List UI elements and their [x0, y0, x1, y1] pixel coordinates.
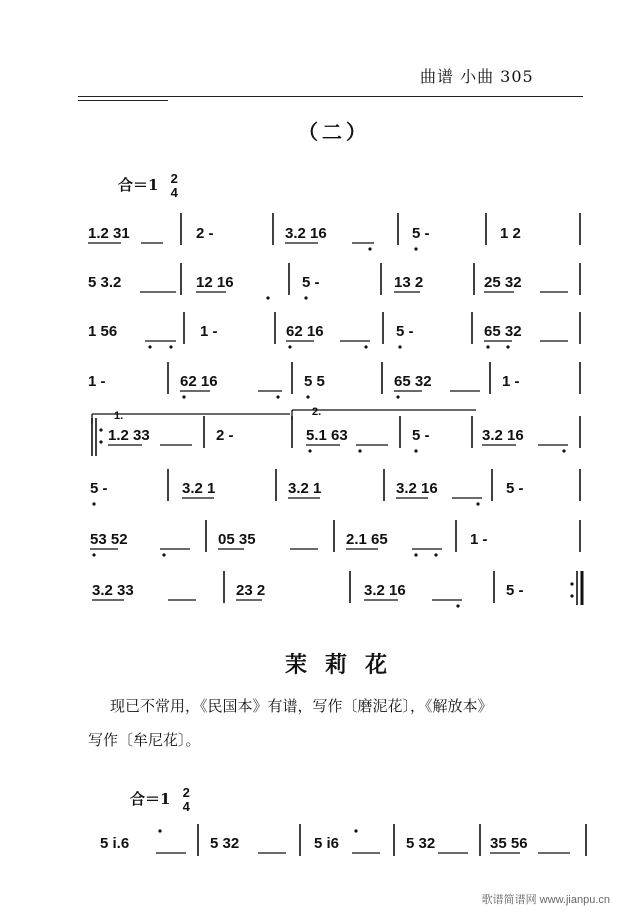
notation-line-7 — [90, 520, 580, 557]
note-group: 5 - — [506, 480, 524, 497]
note-group: 5 3.2 — [88, 274, 122, 291]
note-group: 2 - — [196, 225, 214, 242]
note-group: 2.1 65 — [346, 531, 388, 548]
note-group: 1 - — [502, 373, 520, 390]
note-group: 1 - — [470, 531, 488, 548]
notation-line-1 — [88, 213, 580, 251]
note-group: 5 - — [506, 582, 524, 599]
note-group: 1 56 — [88, 323, 118, 340]
notation-line-2 — [88, 263, 580, 300]
note-group: 1.2 33 — [108, 427, 150, 444]
note-group: 3.2 16 — [482, 427, 524, 444]
note-group: 65 32 — [394, 373, 432, 390]
key-label: 合＝1 — [118, 175, 159, 194]
note-group: 5 i.6 — [100, 835, 130, 852]
song-description-line-2: 写作〔牟尼花〕。 — [88, 731, 201, 749]
note-group: 25 32 — [484, 274, 522, 291]
song-notation-line — [100, 824, 586, 856]
notation-line-3 — [88, 312, 580, 349]
time-numerator: 2 — [182, 785, 190, 800]
time-signature — [183, 786, 190, 814]
note-group: 5 i6 — [314, 835, 340, 852]
volta-second: 2. — [312, 406, 322, 418]
note-group: 5 32 — [406, 835, 436, 852]
key-label: 合＝1 — [130, 789, 171, 808]
page-header: 曲谱 小曲 305 — [420, 67, 534, 86]
note-group: 62 16 — [286, 323, 324, 340]
note-group: 3.2 16 — [364, 582, 406, 599]
note-group: 5 - — [396, 323, 414, 340]
key-signature-2 — [130, 786, 190, 814]
note-group: 3.2 16 — [285, 225, 327, 242]
note-group: 5 - — [302, 274, 320, 291]
time-denominator: 4 — [182, 799, 190, 814]
note-group: 5 - — [412, 427, 430, 444]
note-group: 62 16 — [180, 373, 218, 390]
song-description-line-1: 现已不常用，《民国本》有谱，写作〔磨泥花〕，《解放本》 — [110, 697, 493, 715]
notation-line-4 — [88, 362, 580, 399]
note-group: 65 32 — [484, 323, 522, 340]
notation-line-8 — [92, 571, 582, 608]
note-group: 12 16 — [196, 274, 234, 291]
note-group: 23 2 — [236, 582, 266, 599]
note-group: 1 2 — [500, 225, 521, 242]
song-title: 茉莉花 — [285, 652, 406, 678]
volta-first: 1. — [114, 410, 124, 422]
note-group: 3.2 33 — [92, 582, 134, 599]
watermark: 歌谱简谱网 www.jianpu.cn — [481, 894, 610, 906]
note-group: 1 - — [88, 373, 106, 390]
section-title: （二） — [298, 120, 370, 144]
volta-brackets — [92, 406, 476, 424]
time-numerator: 2 — [170, 171, 178, 186]
note-group: 1 - — [200, 323, 218, 340]
note-group: 5.1 63 — [306, 427, 348, 444]
note-group: 05 35 — [218, 531, 256, 548]
note-group: 1.2 31 — [88, 225, 130, 242]
note-group: 3.2 1 — [288, 480, 322, 497]
notation-line-5 — [92, 416, 580, 456]
notation-line-6 — [90, 469, 580, 506]
note-group: 5 5 — [304, 373, 325, 390]
note-group: 2 - — [216, 427, 234, 444]
note-group: 53 52 — [90, 531, 128, 548]
note-group: 5 32 — [210, 835, 240, 852]
note-group: 5 - — [412, 225, 430, 242]
note-group: 3.2 1 — [182, 480, 216, 497]
note-group: 3.2 16 — [396, 480, 438, 497]
note-group: 5 - — [90, 480, 108, 497]
note-group: 35 56 — [490, 835, 528, 852]
time-denominator: 4 — [170, 185, 178, 200]
note-group: 13 2 — [394, 274, 424, 291]
